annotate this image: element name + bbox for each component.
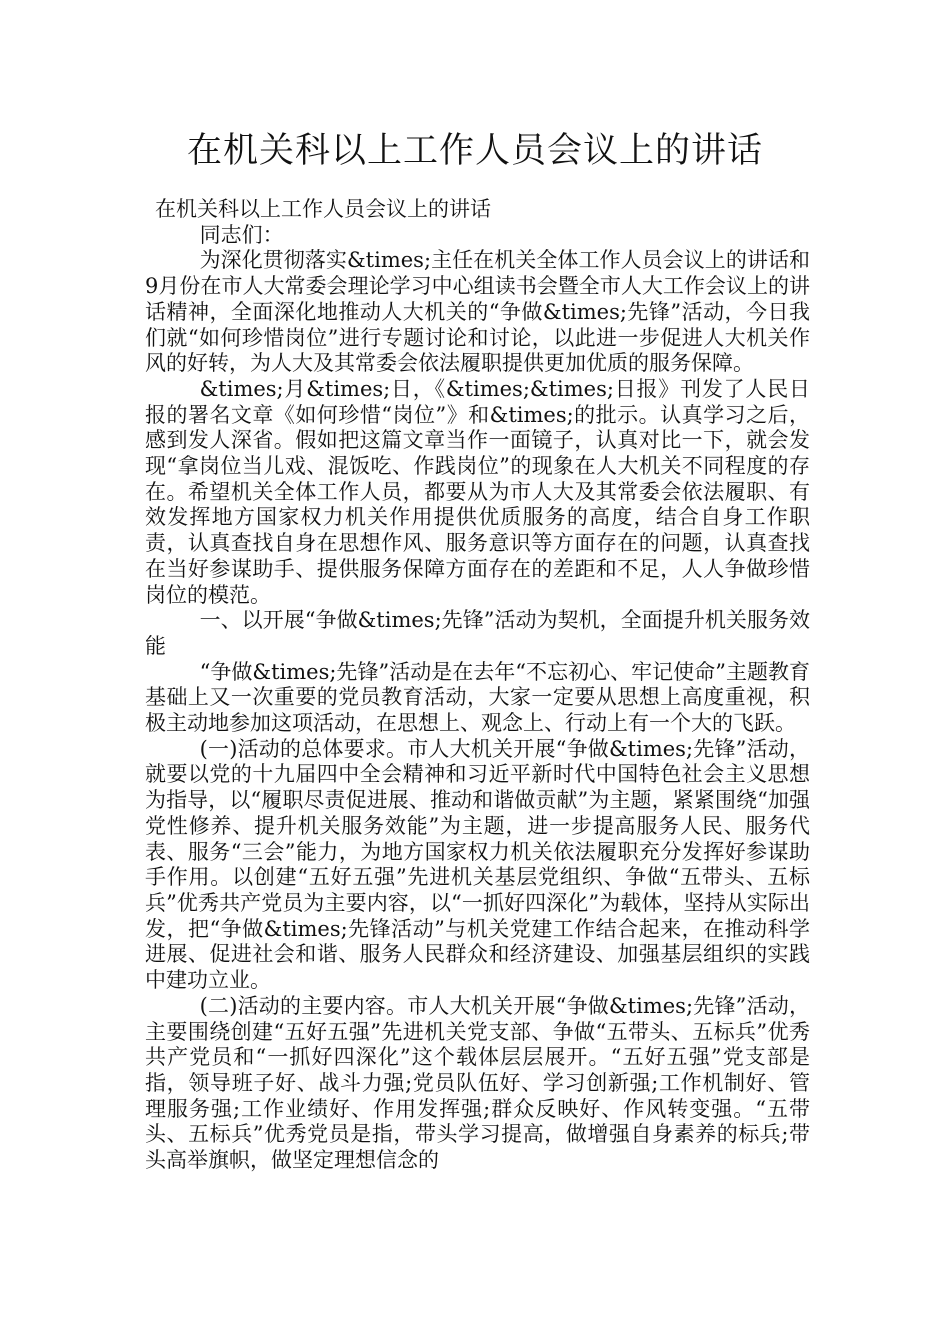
paragraph: (二)活动的主要内容。市人大机关开展“争做&times;先锋”活动，主要围绕创建“五好五强”先进机关党支部、争做“五带头、五标兵”优秀共产党员和“一抓好四深化”这个载体层层展开。“五好五强”党支部是指，领导班子好、战斗力强;党员队伍好、学习创新强;工作机制好、管理服务强;工作业绩好、作用发挥强;群众反映好、作风转变强。“五带头、五标兵”优秀党员是指，带头学习提高，做增强自身素养的标兵;带头高举旗帜，做坚定理想信念的 [145,993,810,1173]
document-subtitle: 在机关科以上工作人员会议上的讲话 [155,197,491,221]
document-title: 在机关科以上工作人员会议上的讲话 [186,131,763,171]
paragraph: (一)活动的总体要求。市人大机关开展“争做&times;先锋”活动，就要以党的十九届四中全会精神和习近平新时代中国特色社会主义思想为指导，以“履职尽责促进展、推动和谐做贡献”为主题，紧紧围绕“加强党性修养、提升机关服务效能”为主题，进一步提高服务人民、服务代表、服务“三会”能力，为地方国家权力机关依法履职充分发挥好参谋助手作用。以创建“五好五强”先进机关基层党组织、争做“五带头、五标兵”优秀共产党员为主要内容，以“一抓好四深化”为载体，坚持从实际出发，把“争做&times;先锋活动”与机关党建工作结合起来，在推动科学进展、促进社会和谐、服务人民群众和经济建设、加强基层组织的实践中建功立业。 [145,736,810,993]
section-heading: 一、以开展“争做&times;先锋”活动为契机，全面提升机关服务效能 [145,608,810,658]
paragraph: “争做&times;先锋”活动是在去年“不忘初心、牢记使命”主题教育基础上又一次重要的党员教育活动，大家一定要从思想上高度重视，积极主动地参加这项活动，在思想上、观念上、行动上有一个大的飞跃。 [145,659,810,736]
paragraph: 为深化贯彻落实&times;主任在机关全体工作人员会议上的讲话和9月份在市人大常委会理论学习中心组读书会暨全市人大工作会议上的讲话精神，全面深化地推动人大机关的“争做&times;先锋”活动，今日我们就“如何珍惜岗位”进行专题讨论和讨论，以此进一步促进人大机关作风的好转，为人大及其常委会依法履职提供更加优质的服务保障。 [145,248,810,376]
greeting: 同志们： [199,222,284,247]
paragraph: &times;月&times;日，《&times;&times;日报》刊发了人民日报的署名文章《如何珍惜“岗位”》和&times;的批示。认真学习之后，感到发人深省。假如把这篇文章当作一面镜子，认真对比一下，就会发现“拿岗位当儿戏、混饭吃、作践岗位”的现象在人大机关不同程度的存在。希望机关全体工作人员，都要从为市人大及其常委会依法履职、有效发挥地方国家权力机关作用提供优质服务的高度，结合自身工作职责，认真查找自身在思想作风、服务意识等方面存在的问题，认真查找在当好参谋助手、提供服务保障方面存在的差距和不足，人人争做珍惜岗位的模范。 [145,376,810,607]
document-body [145,197,810,1174]
